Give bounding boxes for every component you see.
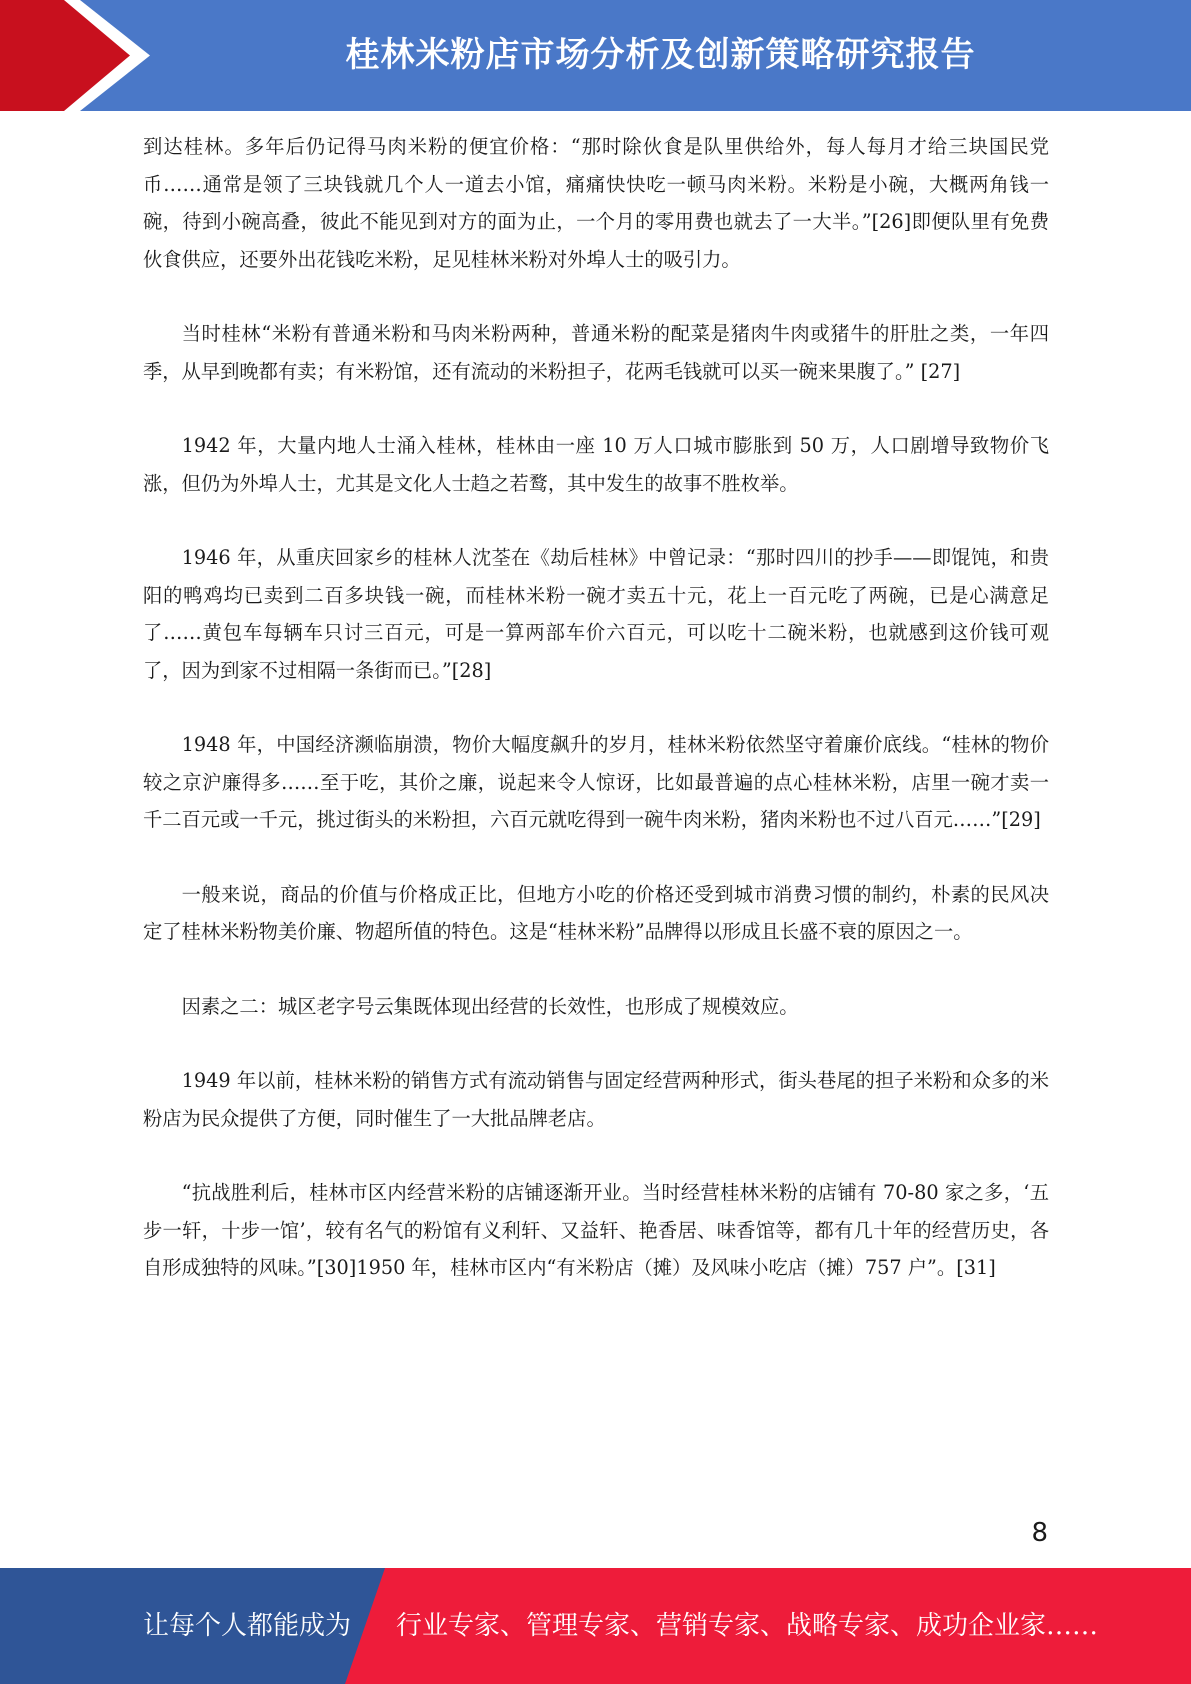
paragraph: 当时桂林“米粉有普通米粉和马肉米粉两种，普通米粉的配菜是猪肉牛肉或猪牛的肝肚之类，一年四季，从早到晚都有卖；有米粉馆，还有流动的米粉担子，花两毛钱就可以买一碗来果腹了。” [27]: [143, 322, 1049, 383]
footer-slogan-right: 行业专家、管理专家、营销专家、战略专家、成功企业家……: [396, 1611, 1099, 1641]
paragraph: 1942 年，大量内地人士涌入桂林，桂林由一座 10 万人口城市膨胀到 50 万，人口剧增导致物价飞涨，但仍为外埠人士，尤其是文化人士趋之若鹜，其中发生的故事不胜枚举。: [143, 434, 1049, 495]
paragraph: 1946 年，从重庆回家乡的桂林人沈荃在《劫后桂林》中曾记录：“那时四川的抄手——即馄饨，和贵阳的鸭鸡均已卖到二百多块钱一碗，而桂林米粉一碗才卖五十元，花上一百元吃了两碗，已是心满意足了……黄包车每辆车只讨三百元，可是一算两部车价六百元，可以吃十二碗米粉，也就感到这价钱可观了，因为到家不过相隔一条街而已。”[28]: [143, 546, 1049, 682]
paragraph: 到达桂林。多年后仍记得马肉米粉的便宜价格：“那时除伙食是队里供给外，每人每月才给三块国民党币……通常是领了三块钱就几个人一道去小馆，痛痛快快吃一顿马肉米粉。米粉是小碗，大概两角钱一碗，待到小碗高叠，彼此不能见到对方的面为止，一个月的零用费也就去了一大半。”[26]即便队里有免费伙食供应，还要外出花钱吃米粉，足见桂林米粉对外埠人士的吸引力。: [143, 135, 1049, 271]
document-title: 桂林米粉店市场分析及创新策略研究报告: [345, 35, 976, 75]
report-body: [143, 128, 1049, 1324]
red-chevron-decoration: [0, 0, 160, 111]
footer-slogan-left: 让每个人都能成为: [143, 1611, 352, 1641]
paragraph: 1948 年，中国经济濒临崩溃，物价大幅度飙升的岁月，桂林米粉依然坚守着廉价底线。“桂林的物价较之京沪廉得多……至于吃，其价之廉，说起来令人惊讶，比如最普遍的点心桂林米粉，店里一碗才卖一千二百元或一千元，挑过街头的米粉担，六百元就吃得到一碗牛肉米粉，猪肉米粉也不过八百元……”[29]: [143, 733, 1049, 831]
page-number: 8: [1031, 1518, 1048, 1548]
footer-band: [0, 1568, 1191, 1684]
paragraph: 1949 年以前，桂林米粉的销售方式有流动销售与固定经营两种形式，街头巷尾的担子米粉和众多的米粉店为民众提供了方便，同时催生了一大批品牌老店。: [143, 1069, 1049, 1130]
header-band: [0, 0, 1191, 111]
paragraph: 因素之二：城区老字号云集既体现出经营的长效性，也形成了规模效应。: [181, 994, 799, 1018]
paragraph: “抗战胜利后，桂林市区内经营米粉的店铺逐渐开业。当时经营桂林米粉的店铺有 70-80 家之多，‘五步一轩，十步一馆’，较有名气的粉馆有义利轩、又益轩、艳香居、味香馆等，都有几十年的经营历史，各自形成独特的风味。”[30]1950 年，桂林市区内“有米粉店（摊）及风味小吃店（摊）757 户”。[31]: [143, 1181, 1049, 1279]
paragraph: 一般来说，商品的价值与价格成正比，但地方小吃的价格还受到城市消费习惯的制约，朴素的民风决定了桂林米粉物美价廉、物超所值的特色。这是“桂林米粉”品牌得以形成且长盛不衰的原因之一。: [143, 882, 1049, 943]
